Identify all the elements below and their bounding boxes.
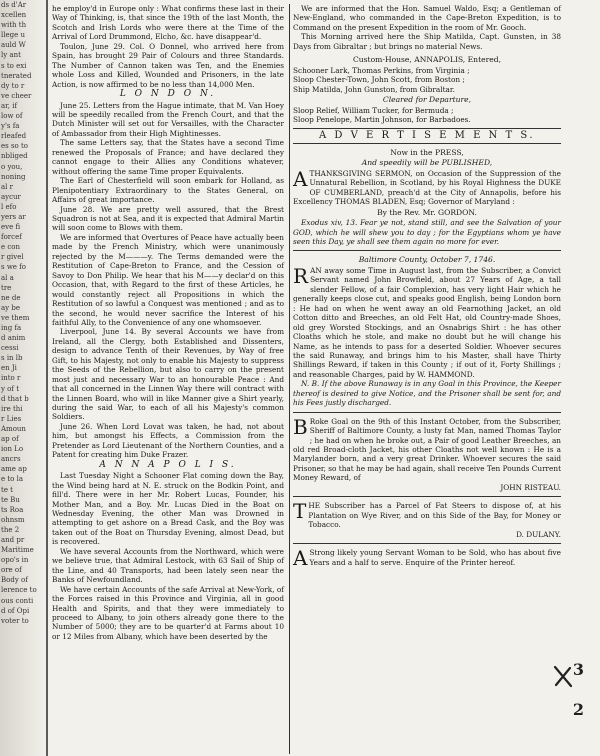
article-paragraph: We have several Accounts from the Northward, which were we believe true, that Admiral Lestock, with 63 Sail of Ship of the Line, and 40 Transports, had been lately seen near the Banks of Newfoundland. (52, 546, 284, 585)
section-header-london: L O N D O N. (119, 89, 217, 100)
cleared-list (293, 106, 561, 125)
binding-text-fragment: into r (1, 374, 21, 383)
binding-text-fragment: yers ar (1, 212, 26, 221)
binding-text-fragment: e to la (1, 475, 24, 484)
dropcap: A (293, 546, 308, 571)
binding-text-fragment: dy to r (1, 81, 25, 90)
binding-text-fragment: r Lies (1, 414, 22, 423)
binding-text-fragment: and pr (1, 535, 25, 544)
binding-text-fragment: ion Lo (1, 445, 24, 454)
binding-text-fragment: d of Opi (1, 606, 30, 615)
binding-text-fragment: ds d'Ar (1, 1, 27, 9)
article-paragraph: Toulon, June 29. Col. O Donnel, who arrived here from Spain, has brought 29 Pair of Colours and three Standards. The Number of Cannon taken was Ten, and the Enemies whole Loss and Killed, Wounded and Prisoners, in the late Action, is now affirmed to be no less than 14,000 Men. (52, 41, 284, 89)
binding-text-fragment: lerence to (1, 586, 37, 595)
dropcap: A (293, 166, 308, 191)
binding-text-fragment: s to exi (1, 61, 27, 70)
binding-text-fragment: xcellen (1, 11, 27, 20)
runaway-ad: RAN away some Time in August last, from the Subscriber, a Convict Servant named John Browfield, about 27 Years of Age, a tall slender Fellow, of a fair Complexion, has very light Hair which he generally keeps close cut, and speaks good English, being London born : He had on when he went away an old Fearnothing Jacket, an old Cotton ditto and Breeches, an old Felt Hat, old Country-made Shoes, old grey Worsted Stockings, and an Osnabrigs Shirt : he has other Cloaths which he stole, and make no doubt but he will change his Name, as he intends to pass for a deserted Soldier. Whoever secures the said Runaway, and brings him to his Master, shall have Thirty Shillings Reward, if taken in this County ; if out of it, Forty Shillings ; and reasonable Charges, paid by W. HAMMOND. (293, 263, 561, 379)
binding-text-fragment: d anim (1, 334, 26, 343)
binding-text-fragment: ore of (1, 566, 22, 575)
press-notice: Now in the PRESS, (390, 147, 464, 157)
entered-item: Sloop Chester-Town, John Scott, from Boston ; (293, 75, 465, 85)
sermon-byline: By the Rev. Mr. GORDON. (377, 207, 477, 217)
binding-text-fragment: ar, if (1, 101, 18, 110)
dropcap: T (293, 499, 307, 524)
runaway-nota-bene: N. B. If the above Runaway is in any Goal in this Province, the Keeper thereof is desired to give Notice, and the Prisoner shall be sent for, and his Fees justly discharged. (293, 379, 561, 408)
binding-text-fragment: auld W (1, 41, 26, 50)
binding-text-fragment: s in lb (1, 354, 23, 363)
binding-text-fragment: Amoun (1, 424, 26, 433)
article-paragraph: This Morning arrived here the Ship Matilda, Capt. Gunsten, in 38 Days from Gibraltar ; but brings no material News. (293, 32, 561, 51)
binding-text-fragment: te t (1, 485, 13, 494)
binding-text-fragment: cessi (1, 344, 19, 353)
binding-text-fragment: the 2 (1, 525, 20, 534)
binding-text-fragment: ous conti (1, 596, 34, 605)
binding-text-fragment: ly ant (1, 51, 21, 60)
fat-steers-ad: THE Subscriber has a Parcel of Fat Steers to dispose of, at his Plantation on Wye River, and on this Side of the Bay, for Money or Tobacco. (293, 499, 561, 530)
article-paragraph: he employ'd in Europe only : What confirms these last in their Way of Thinking, is, that since the 19th of the last Month, the Scotch and Irish Lords who were there at the Time of the Arrival of Lord Drummond, Elcho, &c. have disappear'd. (52, 4, 284, 42)
scripture-quote: Exodus xiv, 13. Fear ye not, stand still, and see the Salvation of your GOD, which he will shew you to day ; for the Egyptians whom ye have seen this Day, ye shall see them again no more for ever. (293, 218, 561, 246)
article-paragraph: We are informed that the Hon. Samuel Waldo, Esq; a Gentleman of New-England, who commanded in the Cape-Breton Expedition, is to Command on the present Expedition in the room of Mr. Gooch. (293, 4, 561, 32)
right-column (293, 4, 561, 571)
article-paragraph: June 25. Letters from the Hague intimate, that M. Van Hoey will be speedily recalled from the French Court, and that the Dutch Minister will set out for Versailles, with the Character of Ambassador from their High Mightinesses. (52, 100, 284, 138)
binding-text-fragment: Body of (1, 576, 28, 585)
binding-text-fragment: ts Roa (1, 505, 24, 514)
ad-separator (293, 496, 561, 497)
binding-text-fragment: d that b (1, 394, 29, 403)
binding-text-fragment: y of t (1, 384, 20, 393)
ad-signature: JOHN RISTEAU. (500, 482, 561, 492)
press-published: And speedily will be PUBLISHED, (361, 158, 493, 168)
article-paragraph: We are informed that Overtures of Peace have actually been made by the French Ministry, which were unanimously rejected by the M———y. The Terms demanded were the Restitution of Cape-Breton to France, and the Cession of Savoy to Don Philip. We hear that his M——y declar'd on this Occasion, that, with Regard to the first of these Articles, he would constantly reject all Propositions in which the Restitution of so lawful a Conquest was mentioned ; and as to the second, he would never sacrifice the Interest of his faithful Ally, to the Convenience of any one whomsoever. (52, 232, 284, 327)
binding-text-fragment: ing fa (1, 324, 22, 332)
binding-text-fragment: r givel (1, 253, 24, 262)
binding-text-fragment: low of (1, 112, 23, 121)
cleared-item: Sloop Penelope, Martin Johnson, for Barbadoes. (293, 114, 471, 124)
ad-separator (293, 543, 561, 544)
goal-break-ad: B Roke Goal on the 9th of this Instant October, from the Subscriber, Sheriff of Baltimore County, a lusty fat Man, named Thomas Taylor ; he had on when he broke out, a Pair of good Leather Breeches, an old red Broad-cloth Jacket, his other Cloaths not well known : He is a Marylander born, and a very great Drinker. Whoever secures the said Prisoner, so that he may be had again, shall receive Ten Pounds Current Money Reward, of (293, 414, 561, 483)
advertisements-title: A D V E R T I S E M E N T S. (293, 128, 561, 143)
binding-text-fragment: tre (1, 283, 12, 292)
binding-text-fragment: ohnsm (1, 515, 25, 524)
article-paragraph: June 28. We are pretty well assured, that the Brest Squadron is not at Sea, and it is expected that Admiral Martin will soon come to Blows with them. (52, 204, 284, 233)
binding-text-fragment: aycur (1, 192, 21, 201)
binding-text-fragment: tnerated (1, 71, 32, 80)
entered-item: Schooner Lark, Thomas Perkins, from Virginia ; (293, 65, 470, 75)
article-paragraph: Last Tuesday Night a Schooner Flat coming down the Bay, the Wind being hard at N. E. struck on the Bodkin Point, and fill'd. There were in her Mr. Robert Lucas, Founder, his Mother Man, and a Boy. Mr. Lucas Died in the Boat on Wednesday Evening, the other Man was Drowned in attempting to get ashore on a Bread Cask, and the Boy was taken out of the Boat on Thursday Evening, almost Dead, but is recovered. (52, 471, 284, 547)
binding-text-fragment: opo's in (1, 556, 29, 565)
handwritten-x-mark-icon (552, 664, 574, 690)
ad-separator (293, 250, 561, 251)
sermon-ad: ATHANKSGIVING SERMON, on Occasion of the Suppression of the Unnatural Rebellion, in Scotland, by his Royal Highness the DUKE OF CUMBERLAND, preach'd at the City of Annapolis, before his Excellency THOMAS BLADEN, Esq; Governor of Maryland : (293, 166, 561, 207)
column-rule (289, 4, 290, 754)
article-paragraph: The Earl of Chesterfield will soon embark for Holland, as Plenipotentiary Extraordinary to the States General, on Affairs of great importance. (52, 176, 284, 205)
binding-text-fragment: forcef (1, 233, 22, 242)
binding-text-fragment: es so to (1, 142, 29, 151)
binding-text-fragment: te Bu (1, 495, 20, 504)
binding-fragment-column (0, 0, 48, 756)
entered-item: Ship Matilda, John Gunston, from Gibraltar. (293, 84, 455, 94)
binding-text-fragment: l efo (1, 202, 17, 211)
binding-text-fragment: with th (1, 21, 27, 30)
binding-text-fragment: noning (1, 172, 26, 181)
binding-text-fragment: en Ji (1, 364, 17, 373)
margin-mark: 2 (572, 700, 584, 719)
entered-list (293, 66, 561, 94)
section-header-annapolis: A N N A P O L I S. (99, 459, 237, 470)
binding-text-fragment: al r (1, 182, 13, 191)
servant-sale-ad: A Strong likely young Servant Woman to be Sold, who has about five Years and a half to serve. Enquire of the Printer hereof. (293, 546, 561, 571)
binding-text-fragment: ay be (1, 303, 20, 312)
binding-text-fragment: Maritime (1, 546, 34, 555)
binding-text-fragment: llege u (1, 31, 25, 40)
binding-text-fragment: ve cheer (1, 91, 32, 100)
cleared-item: Sloop Relief, William Tucker, for Bermuda ; (293, 105, 454, 115)
binding-text-fragment: e con (1, 243, 21, 252)
binding-text-fragment: eve fi (1, 223, 21, 232)
gutter-shadow-line (46, 0, 48, 756)
article-paragraph: The same Letters say, that the States have a second Time renewed the Proposals of France; and have declared they cannot engage to their Allies any Conditions whatever, without offering the same Time proper Equivalents. (52, 138, 284, 176)
binding-text-fragment: nbliged (1, 152, 28, 161)
ad-signature: D. DULANY. (516, 529, 561, 539)
binding-text-fragment: s we fo (1, 263, 26, 272)
cleared-title: Cleared for Departure, (382, 95, 472, 105)
binding-text-fragment: o you, (1, 162, 23, 171)
binding-text-fragment: rleafed (1, 132, 27, 141)
binding-text-fragment: y's fa (1, 122, 20, 131)
dropcap: R (293, 263, 309, 288)
binding-text-fragment: voter to (1, 616, 29, 625)
article-paragraph: Liverpool, June 14. By several Accounts we have from Ireland, all the Clergy, both Established and Dissenters, design to advance Tenth of their Revenues, by Way of free Gift, to his Majesty, not only to enable his Majesty to suppress the Seeds of the Rebellion, but also to carry on the present most just and necessary War to an honourable Peace : And that all concerned in the Linnen Way there will contract with the Linnen Board, who will in like Manner give a Shirt yearly, during the said War, to each of all his Majesty's common Soldiers. (52, 327, 284, 422)
margin-mark: 3 (572, 660, 584, 679)
binding-text-fragment: ne de (1, 293, 21, 302)
binding-text-fragment: ve them (1, 313, 30, 322)
binding-text-fragment: al a (1, 273, 14, 282)
article-paragraph: We have certain Accounts of the safe Arrival at New-York, of the Forces raised in this Province and Virginia, all in good Health and Spirits, and that they were immediately to proceed to Albany, to join others already gone there to the Number of 5000; they are to be quarter'd at Farms about 10 or 12 Miles from Albany, which have been deserted by the (52, 584, 284, 641)
left-column (52, 4, 284, 641)
binding-text-fragment: ame ap (1, 465, 27, 474)
runaway-dateline: Baltimore County, October 7, 1746. (358, 255, 496, 265)
binding-text-fragment: ap of (1, 435, 19, 444)
binding-text-fragment: ire thi (1, 404, 23, 413)
ad-separator (293, 412, 561, 413)
dropcap: B (293, 414, 308, 439)
article-paragraph: June 26. When Lord Lovat was taken, he had, not about him, but amongst his Effects, a Commission from the Pretender as Lord Lieutenant of the Northern Counties, and a Patent for creating him Duke Frazer. (52, 421, 284, 460)
customs-house-title: Custom-House, ANNAPOLIS, Entered, (352, 55, 502, 65)
binding-text-fragment: ancrs (1, 455, 21, 464)
